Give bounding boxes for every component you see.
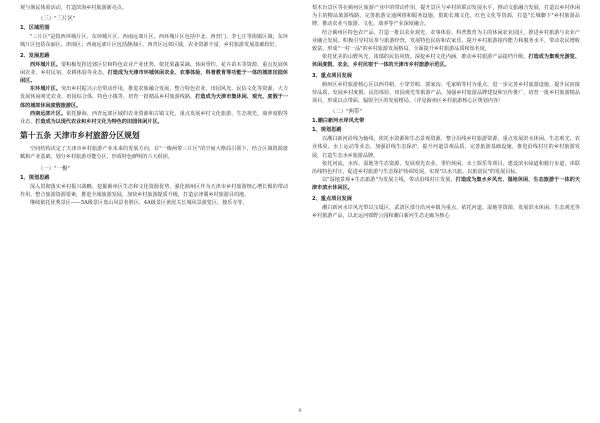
heading-sanpian: （三）"三片区" [38,16,76,23]
paragraph: "三片区"是指西环城片区、东环城片区、西南远郊片区。西环城片区包括中北、西营门、李七庄等街镇区域；东环城片区包括东丽区、津南区；西南远郊片区包括静海区、西青区远郊区域，农业资源丰富，乡村旅游发展基础较好。 [20,34,288,49]
paragraph-summary [312,53,580,69]
lead-east: 东环城片区。 [30,86,61,93]
text-west: 要积极发挥近郊区位和特色农业产业优势，依托果蔬采摘、休闲垂钓、花卉苗木等资源，重点发展休闲农业、乡村民宿、农耕体验等业态。 [20,61,288,76]
heading-guihua: 1、规划思路 [20,174,50,181]
paragraph: 梨木台景区等在蓟州区旅游产业中的带动作用，提升景区与乡村的联动发展水平，推动文旅融合发展，打造以乡村休闲为主的精品旅游线路，完善旅游交通网络和服务设施，借助长城文化、红色文化等资源，打造"长城脚下"乡村旅游品牌，推动农业与旅游、文化、康养等产业深度融合。 [312,5,580,28]
bold-sw: 打造成为以现代农业和乡村文化为特色的田园休闲片区。 [35,119,163,126]
heading-zhongdian: 3、重点项目发展 [312,72,352,79]
paragraph: 空间结构决定了天津市乡村旅游产业未来的发展方向，在"一极两带三片区"的空间大格局引领下，结合区域资源禀赋和产业基础，划分乡村旅游功能分区，形成特色鲜明的六大组团。 [20,146,288,161]
paragraph: 以潮白新河沿线为轴线，依托水资源和生态景观资源，整合沿线乡村旅游资源，重点发展滨水休闲、生态观光、农业体验、水上运动等业态，加强沿线生态保护，提升河道景观品质，完善旅游基础设施，推进沿线村庄的乡村旅游发展，打造生态水乡旅游品牌。 [312,136,580,159]
text-east: 突出乡村振兴示范带动作用，推进农旅融合发展，整合特色农业、田园风光、民俗文化等资源，大力发展休闲观光农业、田园综合体、特色小镇等，培育一批精品乡村旅游线路， [20,86,288,101]
left-column [20,4,288,207]
paragraph: 蓟州区乡村旅游核心区以西井峪、小穿芳峪、郭家沟、毛家峪等村为重点，进一步完善乡村旅游设施，提升民宿接待品质，发展乡村度假、民俗体验、田园观光等旅游产品。加强乡村旅游品牌建设和宣传推广，培育一批乡村旅游精品项目，形成以点带面、辐射全区的发展格局。（详见蓟州区乡村旅游核心区规划内容） [312,81,580,105]
paragraph: 深入贯彻落实乡村振兴战略，挖掘蓟州区生态和文化资源优势，强化蓟州区作为天津市乡村旅游核心增长极的带动作用，整合旅游资源要素，推进全域旅游发展，加快乡村旅游提质升级，打造京津冀乡村旅游目的地。 [20,183,288,198]
paragraph: 继续依托优秀景区——5A级景区盘山风景名胜区、4A级景区黄崖关长城风景游览区、独乐寺等， [30,200,248,207]
paragraph-west [20,61,288,86]
paragraph-sw [20,110,288,126]
paragraph: 潮白新河水岸风光带以宝坻区、武清区部分沿河乡镇为重点，依托河道、湿地等资源，发展滨水休闲、生态观光等乡村旅游产品，以北运河郊野公园和潮白新河生态走廊为核心 [312,204,580,219]
bold-east: 打造成为天津市集休闲、观光、度假于一体的城郊休闲度假旅游区。 [20,94,288,109]
text-sw: 依托静海、西青远郊区域的农业资源和古镇文化，重点发展乡村文化旅游、生态观光、康养度假等业态， [20,110,288,126]
bold-summary: 打造成为集观光游览、休闲度假、农业、乡村民宿于一体的天津市乡村旅游示范区。 [312,54,580,69]
bold-chaobai: 打造成为集水乡风光、湿地休闲、生态旅游于一体的天津市滨水休闲区。 [312,177,580,192]
heading-liangdai: （二）"两带" [330,109,362,116]
paragraph-east [20,85,288,110]
paragraph: 依托河流、水库、湿地等生态资源，发展观光农业、垂钓休闲、水上娱乐等项目，建设滨水绿道和骑行步道，串联沿线特色村庄，促进乡村旅游与生态保护协调发展，实现"以水兴旅、以旅富民"的发展目标。 [312,160,580,176]
paragraph: 观与渔民体验活动，打造滨海乡村旅游新亮点。 [20,5,127,11]
heading-zhongdian-2: 2、重点项目发展 [312,195,352,202]
page-number: 9 [298,408,302,414]
heading-fazhan: 2、发展思路 [20,52,50,59]
paragraph-chaobai-summary [312,176,580,192]
heading-yiji: （一）"一极" [38,165,70,172]
text-summary: 依托优美的山野风光、浓郁的民俗风情，深挖乡村文化内涵，推动乡村旅游产品提档升级， [322,54,529,61]
heading-quyu: 1、区域范围 [20,25,50,32]
text-chaobai: 以"湿地景观+生态旅游"为发展主线，带动沿线村庄发展， [322,177,456,184]
section-heading: 第十五条 天津市乡村旅游分区规划 [20,131,140,141]
paragraph: 结合蓟州区特色农产品，打造一批以农业观光、农事体验、科普教育为主的休闲农业园区，推进乡村旅游与农业产业融合发展。积极引导村民参与旅游经营，发展特色民宿和农家乐，提升乡村旅游接待能力和服务水平，带动农民增收致富，形成"一村一品"的乡村旅游发展格局，全面提升乡村旅游品质和知名度。 [312,29,580,53]
heading-chaobai: 1.潮白新河水岸风光带 [312,118,365,125]
bold-west: 打造成为天津市环城休闲农业、农事体验、科普教育等功能于一体的城郊田园休闲区。 [20,69,288,85]
lead-west: 西环城片区。 [30,61,61,68]
lead-sw: 西南远郊片区。 [30,110,67,117]
heading-guihua-2: 1、规划思路 [312,127,342,134]
right-column [312,4,580,220]
